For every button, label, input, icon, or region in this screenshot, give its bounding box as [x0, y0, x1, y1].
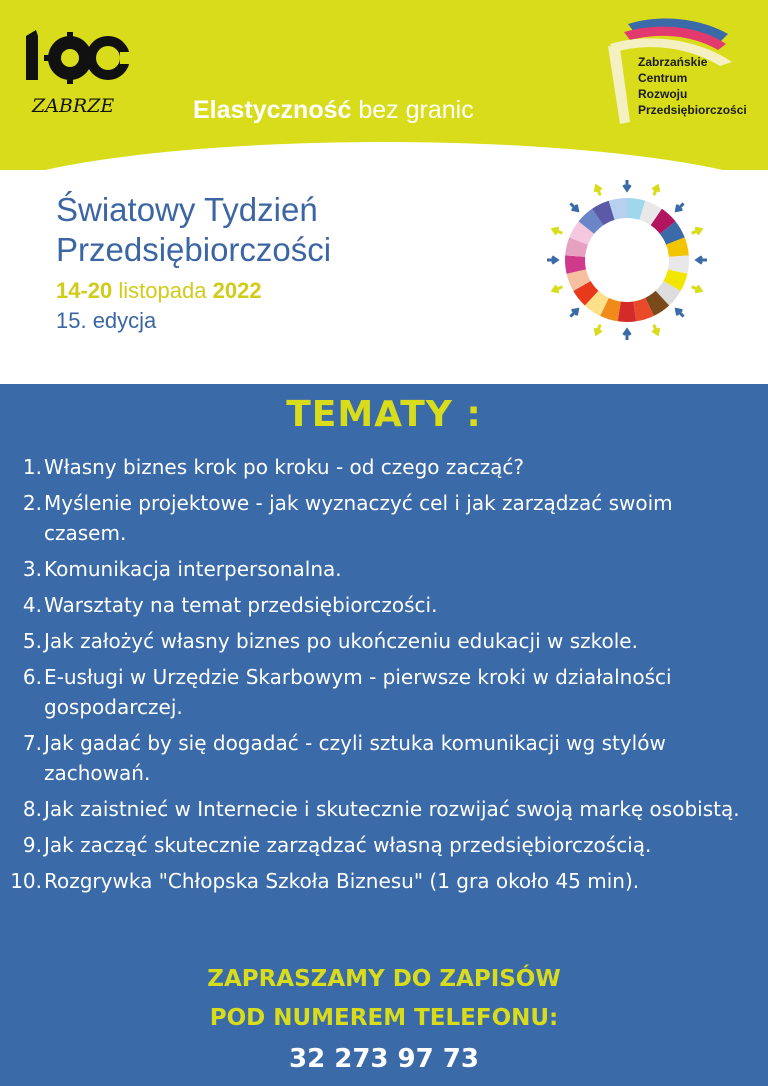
topic-number: 2.	[22, 491, 42, 515]
topic-text: Jak zacząć skutecznie zarządzać własną przedsiębiorczością.	[44, 833, 652, 857]
event-title-line2: Przedsiębiorczości	[56, 231, 332, 268]
topic-text: Myślenie projektowe - jak wyznaczyć cel i jak zarządzać swoim czasem.	[44, 491, 673, 545]
tagline-bold: Elastyczność	[193, 96, 352, 124]
topic-item	[0, 662, 768, 722]
topic-number: 7.	[22, 731, 42, 755]
zcrp-line1: Zabrzańskie	[638, 55, 708, 69]
topic-number: 10.	[10, 869, 42, 893]
cta-line1: ZAPRASZAMY DO ZAPISÓW	[207, 966, 561, 992]
dates-month: listopada	[118, 278, 207, 303]
gew-wheel-logo	[535, 168, 719, 352]
topic-number: 1.	[22, 455, 42, 479]
topic-number: 6.	[22, 665, 42, 689]
event-dates	[56, 278, 331, 304]
topic-number: 9.	[22, 833, 42, 857]
topic-text: Komunikacja interpersonalna.	[44, 557, 342, 581]
topic-item	[0, 830, 768, 860]
dates-days: 14-20	[56, 278, 113, 303]
cta-line2: POD NUMEREM TELEFONU:	[209, 1005, 559, 1031]
zabrze-logo-text: ZABRZE	[32, 95, 115, 117]
topic-text: E-usługi w Urzędzie Skarbowym - pierwsze kroki w działalności gospodarczej.	[44, 665, 672, 719]
zcrp-line2: Centrum	[638, 71, 688, 85]
topic-text: Jak założyć własny biznes po ukończeniu edukacji w szkole.	[44, 629, 638, 653]
topic-item	[0, 452, 768, 482]
topic-text: Jak zaistnieć w Internecie i skutecznie rozwijać swoją markę osobistą.	[44, 797, 740, 821]
topic-text: Rozgrywka "Chłopska Szkoła Biznesu" (1 gra około 45 min).	[44, 869, 640, 893]
topic-item	[0, 488, 768, 548]
topic-text: Własny biznes krok po kroku - od czego zacząć?	[44, 455, 525, 479]
wheel-segment	[618, 302, 636, 322]
zcrp-line3: Rozwoju	[638, 87, 688, 101]
topic-item	[0, 794, 768, 824]
topic-number: 8.	[22, 797, 42, 821]
topic-item	[0, 590, 768, 620]
topics-list	[0, 452, 768, 902]
dates-year: 2022	[212, 278, 262, 303]
topic-item	[0, 626, 768, 656]
topics-heading: TEMATY :	[286, 394, 482, 435]
topic-item	[0, 554, 768, 584]
zcrp-line4: Przedsiębiorczości	[638, 103, 747, 117]
phone-number: 32 273 97 73	[289, 1044, 479, 1074]
topic-number: 3.	[22, 557, 42, 581]
topic-text: Jak gadać by się dogadać - czyli sztuka komunikacji wg stylów zachowań.	[44, 731, 666, 785]
event-intro	[56, 190, 331, 334]
zcrp-name	[638, 54, 747, 118]
topic-text: Warsztaty na temat przedsiębiorczości.	[44, 593, 438, 617]
topic-item	[0, 728, 768, 788]
tagline-rest: bez granic	[358, 96, 474, 124]
topic-number: 4.	[22, 593, 42, 617]
topic-item	[0, 866, 768, 896]
zabrze-100-logo	[22, 22, 132, 122]
event-edition: 15. edycja	[56, 308, 157, 333]
topic-number: 5.	[22, 629, 42, 653]
event-title-line1: Światowy Tydzień	[56, 191, 318, 228]
tagline	[193, 96, 474, 125]
